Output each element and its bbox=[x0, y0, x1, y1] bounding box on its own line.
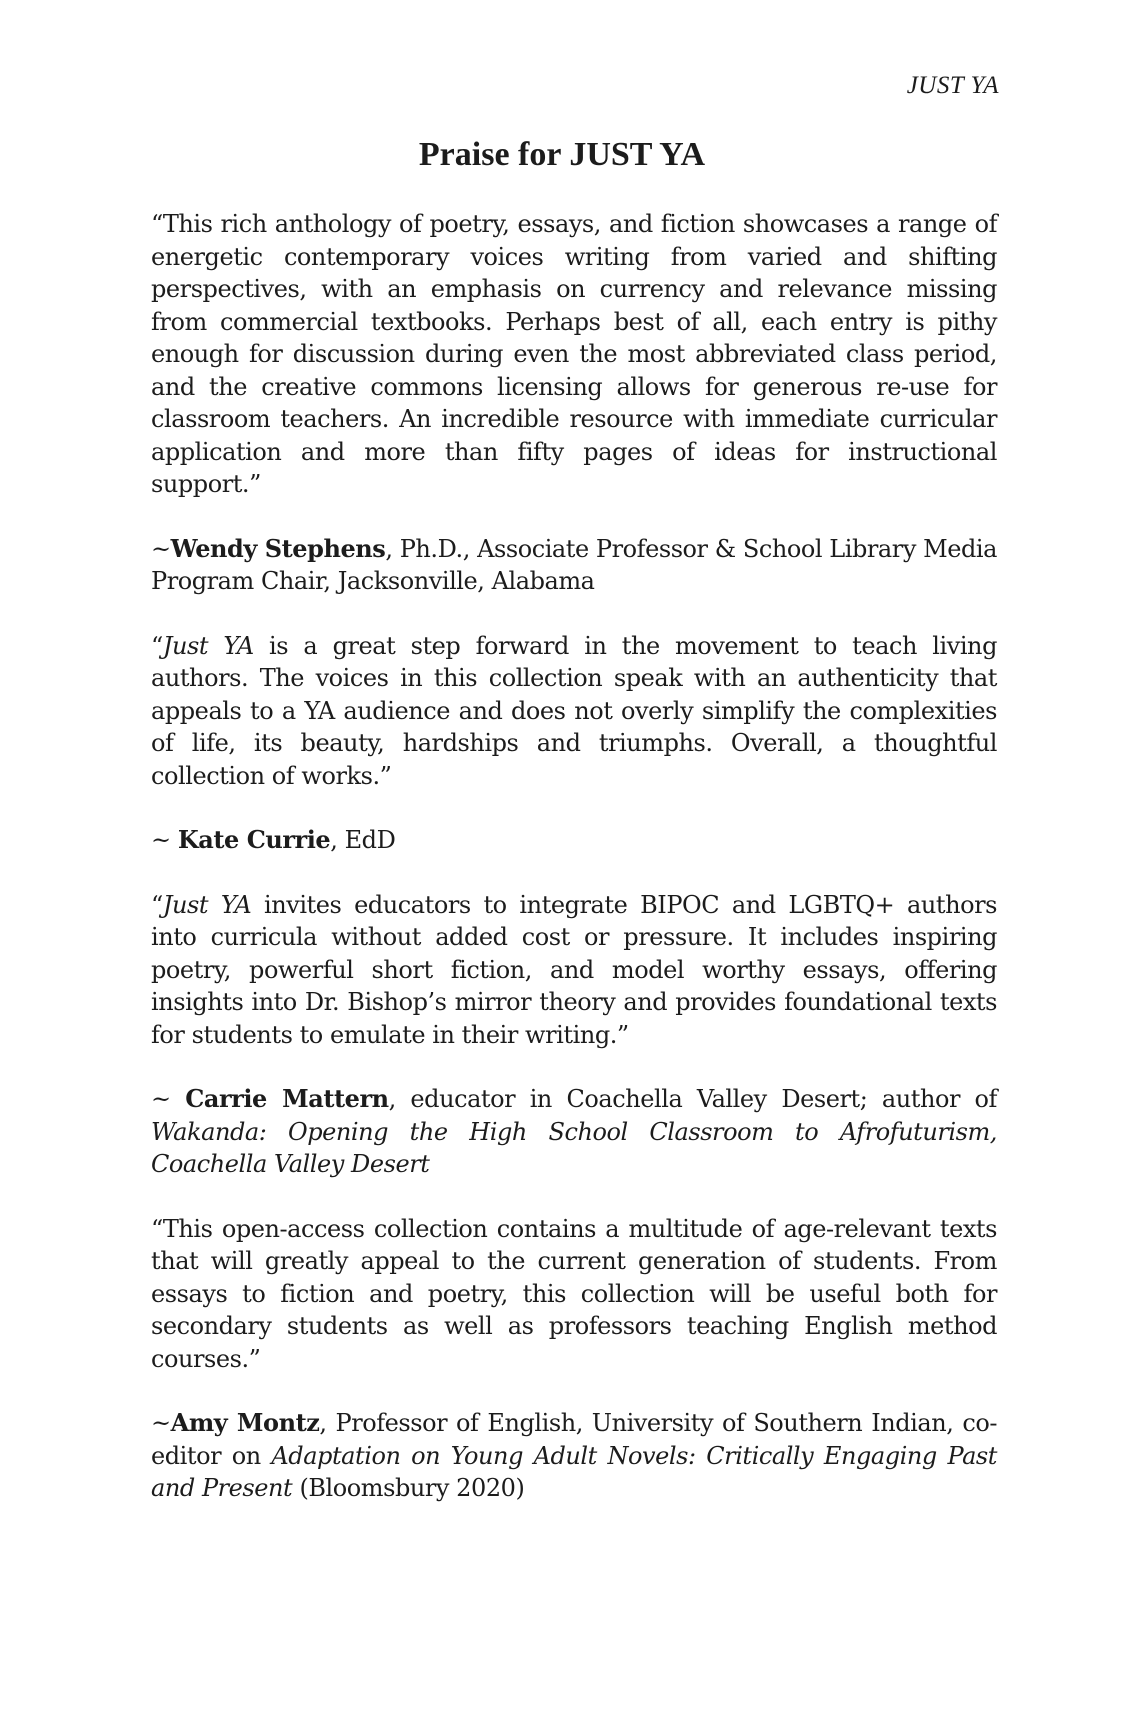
author-name: Amy Montz bbox=[170, 1408, 320, 1437]
attribution-prefix: ~ bbox=[151, 826, 178, 854]
attribution-prefix: ~ bbox=[151, 534, 171, 563]
author-credentials: , Ph.D., Associate Professor & School Library Media Program Chair, Jacksonville, Alabama bbox=[151, 534, 997, 595]
book-publisher: (Bloomsbury 2020) bbox=[292, 1474, 525, 1502]
author-name: Kate Currie bbox=[177, 825, 331, 854]
quote-3 bbox=[151, 889, 997, 1052]
attribution-3 bbox=[151, 1083, 997, 1181]
attribution-2 bbox=[151, 824, 997, 857]
quote-open: “ bbox=[151, 890, 163, 919]
book-title-italic: Just YA bbox=[162, 890, 252, 919]
quote-text: is a great step forward in the movement to teach living authors. The voices in this collection speak with an authenticity that appeals to a YA audience and does not overly simplify the complexities of life, its beauty, hardships and triumphs. Overall, a thoughtful collection of works.” bbox=[151, 631, 997, 790]
attribution-prefix: ~ bbox=[151, 1409, 171, 1437]
quote-1: “This rich anthology of poetry, essays, and fiction showcases a range of energetic contemporary voices writing from varied and shifting perspectives, with an emphasis on currency and relevance missing from commercial textbooks. Perhaps best of all, each entry is pithy enough for discussion during even the most abbreviated class period, and the creative commons licensing allows for generous re-use for classroom teachers. An incredible resource with immediate curricular application and more than fifty pages of ideas for instructional support.” bbox=[151, 210, 997, 498]
attribution-1 bbox=[151, 533, 997, 598]
attribution-4 bbox=[151, 1407, 997, 1505]
book-title-italic: Adaptation on Young Adult Novels: Critically Engaging Past and Present bbox=[151, 1441, 997, 1502]
quote-open: “ bbox=[151, 631, 163, 660]
praise-content bbox=[151, 208, 997, 1537]
author-credentials: , educator in Coachella Valley Desert; author of bbox=[388, 1085, 997, 1113]
quote-text: invites educators to integrate BIPOC and LGBTQ+ authors into curricula without added cost or pressure. It includes inspiring poetry, powerful short fiction, and model worthy essays, offering insights into Dr. Bishop’s mirror theory and provides foundational texts for students to emulate in their writing.” bbox=[151, 890, 997, 1049]
author-name: Carrie Mattern bbox=[185, 1084, 389, 1113]
author-credentials: , Professor of English, University of Southern Indian, co-editor on bbox=[151, 1409, 997, 1470]
author-name: Wendy Stephens bbox=[170, 533, 386, 563]
author-credentials: , EdD bbox=[330, 826, 396, 854]
running-head: JUST YA bbox=[906, 72, 999, 99]
book-title-italic: Just YA bbox=[162, 631, 254, 660]
attribution-prefix: ~ bbox=[151, 1085, 186, 1113]
book-title-italic: Wakanda: Opening the High School Classroom to Afrofuturism, Coachella Valley Desert bbox=[151, 1117, 997, 1178]
quote-4: “This open-access collection contains a multitude of age-relevant texts that will greatly appeal to the current generation of students. From essays to fiction and poetry, this collection will be useful both for secondary students as well as professors teaching English method courses.” bbox=[151, 1214, 997, 1373]
page-title: Praise for JUST YA bbox=[418, 136, 706, 173]
quote-2 bbox=[151, 630, 997, 793]
